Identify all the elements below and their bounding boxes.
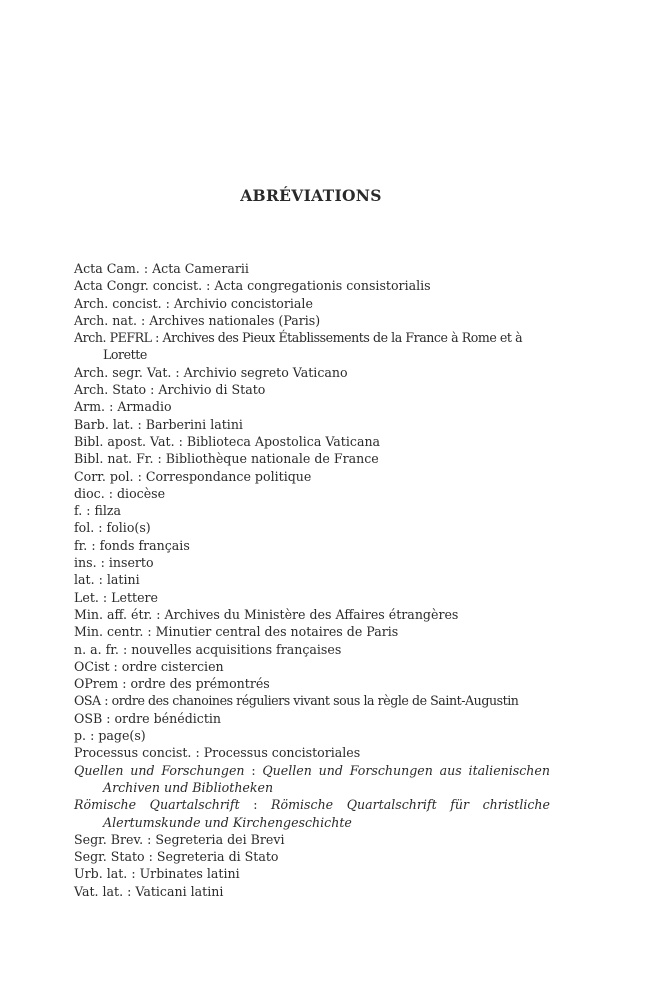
separator: : (144, 849, 157, 865)
list-item (74, 450, 550, 467)
list-item (74, 589, 550, 606)
list-item (74, 433, 550, 450)
list-item (74, 537, 550, 554)
separator: : (82, 503, 95, 519)
abbreviation: lat. (74, 572, 95, 588)
abbreviation-meaning: Bibliothèque nationale de France (165, 451, 379, 467)
abbreviation: dioc. (74, 485, 105, 501)
list-item (74, 641, 550, 658)
abbreviation: Min. aff. étr. (74, 606, 153, 622)
separator: : (153, 451, 166, 467)
abbreviation: Römische Quartalschrift (74, 797, 240, 813)
list-item (74, 381, 550, 398)
abbreviation-meaning: Archives du Ministère des Affaires étrangères (164, 606, 459, 622)
list-item (74, 744, 550, 761)
abbreviation: Corr. pol. (74, 468, 134, 484)
abbreviation: Arm. (74, 399, 106, 415)
separator: : (94, 572, 107, 588)
abbreviation-meaning: Segreteria dei Brevi (155, 831, 285, 847)
abbreviation: fol. (74, 520, 95, 536)
abbreviation: Acta Congr. concist. (74, 278, 203, 294)
list-item (74, 260, 550, 277)
separator: : (133, 468, 146, 484)
abbreviation-meaning: Acta congregationis consistorialis (214, 278, 431, 294)
separator: : (123, 883, 136, 899)
list-item (74, 312, 550, 329)
list-item (74, 883, 550, 900)
abbreviation-meaning: ordre bénédictin (114, 710, 222, 726)
abbreviation: OCist (74, 658, 110, 674)
separator: : (98, 589, 112, 605)
abbreviation: Quellen und Forschungen (74, 762, 245, 778)
abbreviation-meaning: latini (106, 572, 140, 588)
list-item (74, 554, 550, 571)
abbreviation-meaning: ordre cistercien (121, 658, 224, 674)
list-item (74, 364, 550, 381)
separator: : (143, 831, 156, 847)
abbreviation: fr. (74, 537, 88, 553)
abbreviation: OSA (74, 693, 101, 709)
separator: : (146, 382, 159, 398)
page-title: ABRÉVIATIONS (240, 186, 382, 206)
separator: : (136, 312, 150, 328)
abbreviation: Arch. PEFRL (74, 330, 152, 346)
abbreviation-list (74, 260, 550, 900)
abbreviation-meaning: diocèse (116, 485, 166, 501)
list-item (74, 398, 550, 415)
abbreviation-meaning: filza (94, 503, 122, 519)
list-item (74, 485, 550, 502)
abbreviation-meaning: Segreteria di Stato (156, 849, 279, 865)
abbreviation: Bibl. nat. Fr. (74, 451, 154, 467)
separator: : (87, 537, 100, 553)
abbreviation: Arch. nat. (74, 312, 137, 328)
abbreviation: OSB (74, 710, 103, 726)
abbreviation-meaning: Minutier central des notaires de Paris (155, 624, 399, 640)
abbreviation-meaning: Vaticani latini (135, 883, 224, 899)
abbreviation-meaning: Archivio segreto Vaticano (183, 364, 348, 380)
list-item (74, 727, 550, 744)
abbreviation: Arch. segr. Vat. (74, 364, 172, 380)
separator: : (133, 416, 146, 432)
abbreviation: Segr. Stato (74, 849, 145, 865)
abbreviation-meaning: Armadio (117, 399, 172, 415)
list-item (74, 277, 550, 294)
abbreviation: f. (74, 503, 83, 519)
separator: : (102, 710, 115, 726)
list-item (74, 865, 550, 882)
separator: : (94, 520, 107, 536)
abbreviation-meaning: page(s) (98, 728, 146, 744)
separator: : (109, 658, 122, 674)
abbreviation: Let. (74, 589, 99, 605)
abbreviation: Bibl. apost. Vat. (74, 433, 175, 449)
list-item (74, 762, 550, 797)
abbreviation: Barb. lat. (74, 416, 134, 432)
abbreviation-meaning: inserto (108, 555, 154, 571)
abbreviation: Arch. Stato (74, 382, 147, 398)
abbreviation-meaning: Urbinates latini (139, 866, 240, 882)
separator: : (118, 641, 132, 657)
abbreviation-meaning: Processus concistoriales (203, 745, 361, 761)
abbreviation-meaning: Correspondance politique (145, 468, 312, 484)
abbreviation-meaning: fonds français (99, 537, 190, 553)
separator: : (174, 433, 187, 449)
abbreviation-meaning: nouvelles acquisitions françaises (131, 641, 342, 657)
list-item (74, 831, 550, 848)
abbreviation-meaning: Archives nationales (Paris) (149, 312, 321, 328)
list-item (74, 606, 550, 623)
separator: : (161, 295, 174, 311)
abbreviation-meaning: ordre des chanoines réguliers vivant sous la règle de Saint-Augustin (111, 693, 519, 709)
abbreviation-meaning: Quellen und Forschungen aus italienischen Archiven und Bibliotheken (103, 762, 550, 795)
abbreviation: p. (74, 728, 87, 744)
list-item (74, 468, 550, 485)
separator: : (202, 278, 215, 294)
list-item (74, 502, 550, 519)
abbreviation-meaning: Archives des Pieux Établissements de la France à Rome et à Lorette (103, 330, 523, 363)
abbreviation: n. a. fr. (74, 641, 119, 657)
list-item (74, 796, 550, 831)
abbreviation: OPrem (74, 676, 119, 692)
abbreviation-meaning: folio(s) (106, 520, 151, 536)
separator: : (244, 762, 263, 778)
list-item (74, 329, 550, 364)
separator: : (151, 330, 163, 346)
separator: : (96, 555, 109, 571)
separator: : (100, 693, 112, 709)
separator: : (104, 485, 117, 501)
abbreviation: Acta Cam. (74, 261, 140, 276)
separator: : (171, 364, 184, 380)
list-item (74, 658, 550, 675)
abbreviation-meaning: Archivio concistoriale (173, 295, 313, 311)
list-item (74, 848, 550, 865)
abbreviation: Urb. lat. (74, 866, 128, 882)
abbreviation: Min. centr. (74, 624, 144, 640)
abbreviation-meaning: Barberini latini (145, 416, 243, 432)
abbreviation: Arch. concist. (74, 295, 162, 311)
list-item (74, 519, 550, 536)
list-item (74, 295, 550, 312)
separator: : (105, 399, 118, 415)
separator: : (127, 866, 140, 882)
abbreviation: Processus concist. (74, 745, 192, 761)
abbreviation-meaning: Acta Camerarii (152, 261, 249, 276)
abbreviation-meaning: Römische Quartalschrift für christliche Alertumskunde und Kirchengeschichte (103, 797, 550, 830)
separator: : (239, 797, 272, 813)
abbreviation-meaning: Biblioteca Apostolica Vaticana (186, 433, 381, 449)
abbreviation: Segr. Brev. (74, 831, 144, 847)
list-item (74, 692, 550, 709)
separator: : (118, 676, 131, 692)
separator: : (86, 728, 99, 744)
list-item (74, 675, 550, 692)
abbreviation-meaning: Archivio di Stato (158, 382, 266, 398)
list-item (74, 416, 550, 433)
separator: : (143, 624, 156, 640)
abbreviation-meaning: ordre des prémontrés (130, 676, 270, 692)
abbreviation: Vat. lat. (74, 883, 124, 899)
list-item (74, 710, 550, 727)
abbreviation-meaning: Lettere (111, 589, 159, 605)
list-item (74, 571, 550, 588)
list-item (74, 623, 550, 640)
separator: : (139, 261, 153, 276)
separator: : (152, 606, 165, 622)
separator: : (191, 745, 204, 761)
abbreviation: ins. (74, 555, 97, 571)
